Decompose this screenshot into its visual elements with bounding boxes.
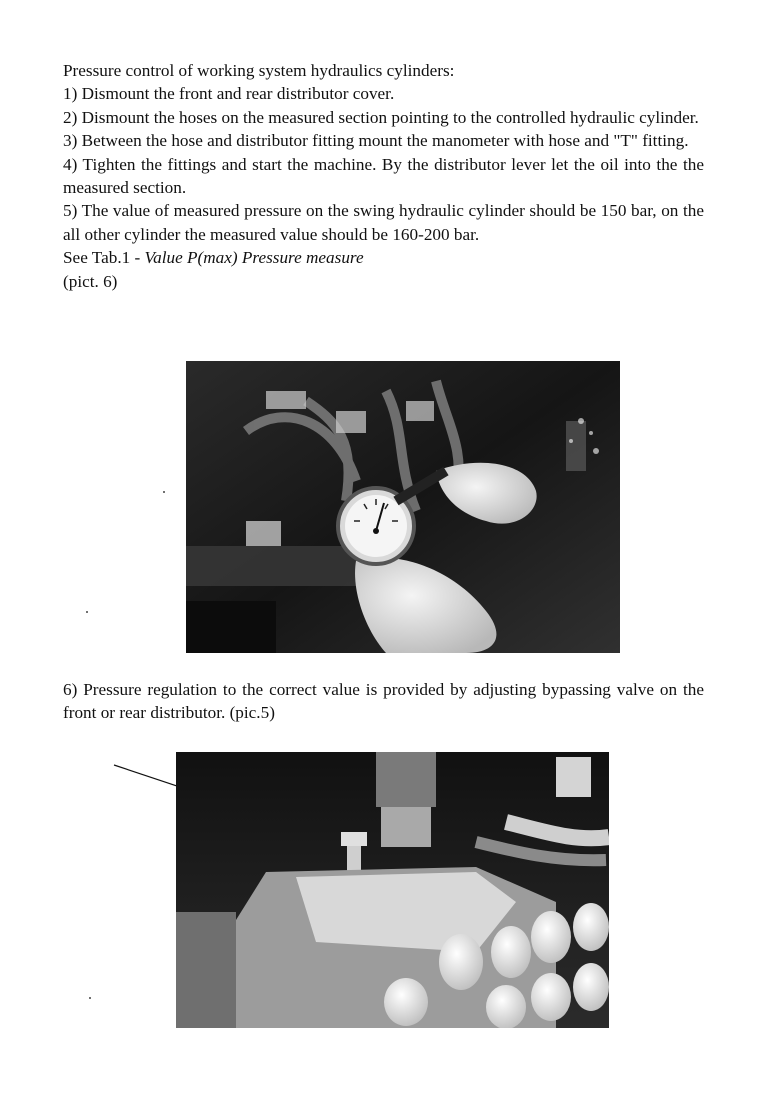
step-1: 1) Dismount the front and rear distributor cover. (63, 84, 395, 104)
table-reference-prefix: See Tab.1 - (63, 248, 145, 268)
step-6: 6) Pressure regulation to the correct value is provided by adjusting bypassing valve on the front or rear distributor. (pic.5) (63, 680, 704, 723)
scan-speck (163, 491, 165, 493)
step-5: 5) The value of measured pressure on the swing hydraulic cylinder should be 150 bar, on the all other cylinder the measured value should be 160-200 bar. (63, 201, 704, 244)
section-heading: Pressure control of working system hydraulics cylinders: (63, 61, 455, 80)
picture-reference: (pict. 6) (63, 271, 118, 291)
step-3: 3) Between the hose and distributor fitting mount the manometer with hose and "T" fitting. (63, 131, 689, 151)
step-2: 2) Dismount the hoses on the measured section pointing to the controlled hydraulic cylinder. (63, 107, 699, 127)
scan-speck (89, 997, 91, 999)
table-reference-title: Value P(max) Pressure measure (144, 248, 364, 268)
step-4: 4) Tighten the fittings and start the machine. By the distributor lever let the oil into the the measured section. (63, 154, 704, 198)
scan-speck (86, 611, 88, 613)
distributor-valve-photo (176, 752, 609, 1028)
